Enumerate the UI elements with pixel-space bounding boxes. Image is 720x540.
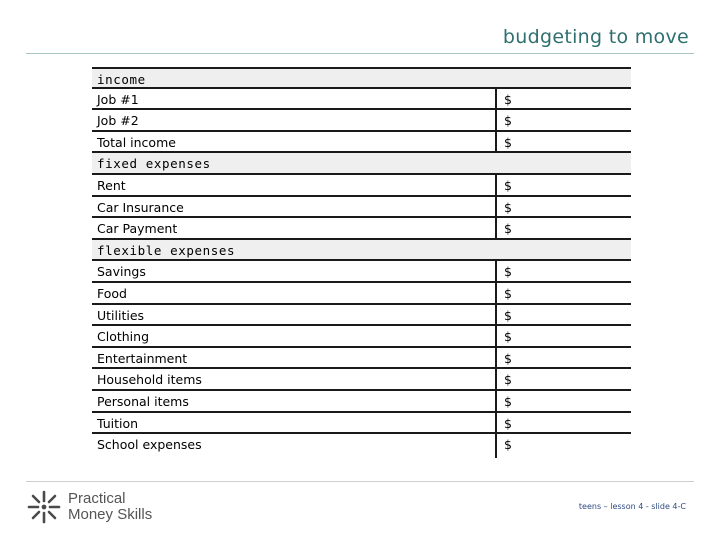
amount-cell[interactable]: $ <box>495 434 512 458</box>
footer-divider <box>26 481 694 482</box>
table-row <box>92 326 631 348</box>
amount-cell[interactable]: $ <box>495 89 512 111</box>
section-header-flexible-expenses <box>92 240 631 262</box>
title-divider <box>26 53 694 54</box>
amount-cell[interactable]: $ <box>495 132 512 154</box>
table-row <box>92 261 631 283</box>
section-heading: fixed expenses <box>97 156 211 172</box>
amount-cell[interactable]: $ <box>495 197 512 219</box>
row-label: Utilities <box>97 307 145 323</box>
amount-cell[interactable]: $ <box>495 391 512 413</box>
table-row <box>92 218 631 240</box>
slide-footer: teens – lesson 4 - slide 4-C <box>578 502 686 511</box>
row-label: Savings <box>97 264 146 280</box>
row-label: Rent <box>97 177 126 193</box>
row-label: Food <box>97 285 127 301</box>
row-label: Job #2 <box>97 113 139 129</box>
table-row <box>92 348 631 370</box>
amount-cell[interactable]: $ <box>495 110 512 132</box>
row-label: Clothing <box>97 329 150 345</box>
section-header-income <box>92 67 631 89</box>
table-row <box>92 391 631 413</box>
table-row <box>92 132 631 154</box>
budget-table <box>92 67 631 456</box>
logo-line-2: Money Skills <box>68 506 153 523</box>
section-heading: flexible expenses <box>97 242 236 258</box>
row-label: Car Insurance <box>97 199 184 215</box>
amount-cell[interactable]: $ <box>495 261 512 283</box>
amount-cell[interactable]: $ <box>495 369 512 391</box>
table-row <box>92 89 631 111</box>
table-row <box>92 197 631 219</box>
amount-cell[interactable]: $ <box>495 218 512 240</box>
row-label: Car Payment <box>97 221 178 237</box>
amount-cell[interactable]: $ <box>495 283 512 305</box>
row-label: Personal items <box>97 393 189 409</box>
section-heading: income <box>97 72 146 87</box>
row-label: Tuition <box>97 415 139 431</box>
amount-cell[interactable]: $ <box>495 348 512 370</box>
table-row <box>92 413 631 435</box>
row-label: School expenses <box>97 437 202 453</box>
table-row <box>92 283 631 305</box>
section-header-fixed-expenses <box>92 153 631 175</box>
amount-cell[interactable]: $ <box>495 305 512 327</box>
table-row <box>92 175 631 197</box>
logo-line-1: Practical <box>68 490 126 507</box>
table-row <box>92 369 631 391</box>
table-row <box>92 305 631 327</box>
table-row <box>92 110 631 132</box>
amount-cell[interactable]: $ <box>495 326 512 348</box>
amount-cell[interactable]: $ <box>495 175 512 197</box>
starburst-logo-icon <box>26 489 62 525</box>
row-label: Job #1 <box>97 91 139 107</box>
row-label: Total income <box>97 134 176 150</box>
slide-title: budgeting to move <box>502 26 689 48</box>
row-label: Household items <box>97 372 202 388</box>
table-row <box>92 434 631 456</box>
row-label: Entertainment <box>97 350 188 366</box>
practical-money-skills-logo <box>26 489 152 525</box>
amount-cell[interactable]: $ <box>495 413 512 435</box>
